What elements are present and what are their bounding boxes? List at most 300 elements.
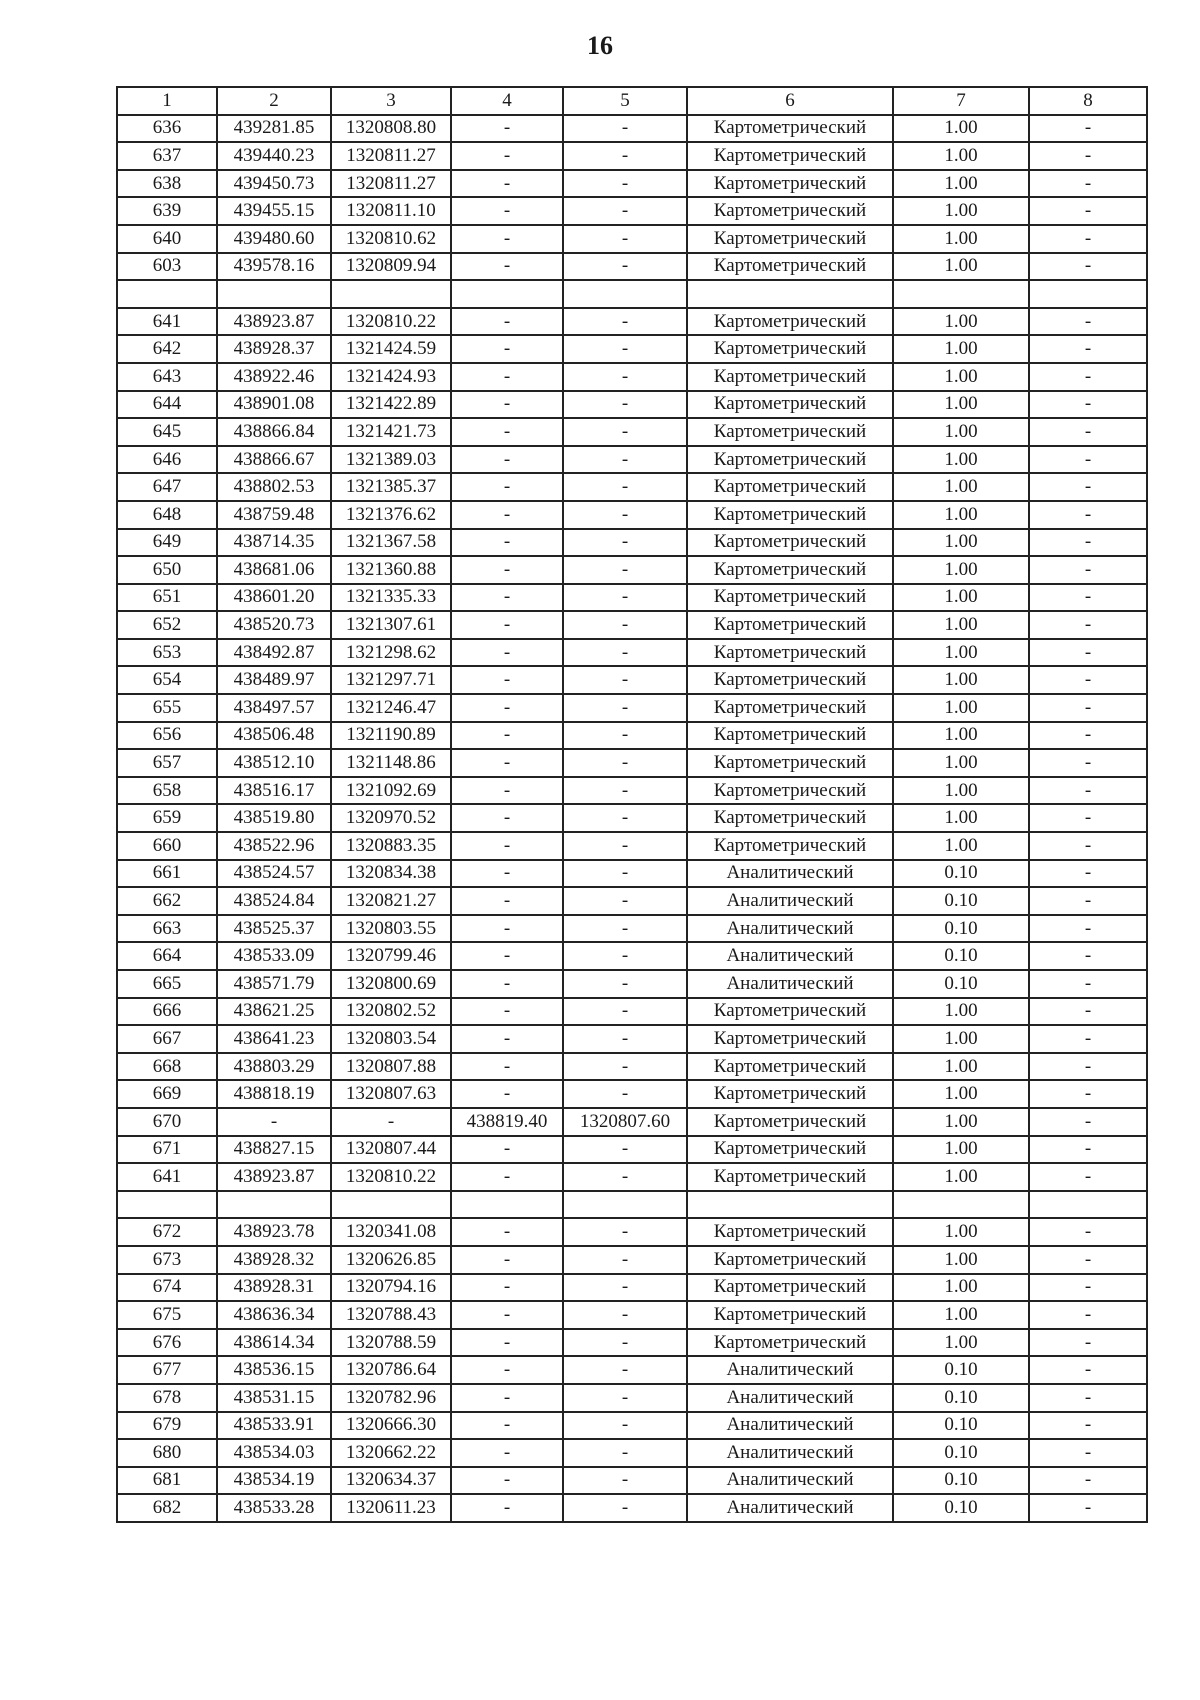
table-cell: - (563, 115, 687, 143)
table-cell: 0.10 (893, 860, 1029, 888)
table-cell: 643 (117, 363, 217, 391)
table-cell: 1.00 (893, 1246, 1029, 1274)
table-cell: 670 (117, 1108, 217, 1136)
table-cell: 1.00 (893, 1053, 1029, 1081)
table-cell: 1.00 (893, 639, 1029, 667)
table-cell: 438681.06 (217, 556, 331, 584)
table-cell: 438534.03 (217, 1439, 331, 1467)
table-cell: - (1029, 1163, 1147, 1191)
table-cell: - (1029, 666, 1147, 694)
table-cell: 1.00 (893, 170, 1029, 198)
table-row (117, 970, 1147, 998)
table-cell: - (451, 1494, 563, 1522)
table-cell: 438516.17 (217, 777, 331, 805)
table-cell: - (563, 694, 687, 722)
table-cell: Аналитический (687, 860, 893, 888)
table-cell: 654 (117, 666, 217, 694)
table-row (117, 115, 1147, 143)
table-cell: 1321422.89 (331, 391, 451, 419)
table-row (117, 142, 1147, 170)
table-cell: 664 (117, 942, 217, 970)
table-cell: 438536.15 (217, 1356, 331, 1384)
table-cell: - (1029, 1301, 1147, 1329)
table-cell: 665 (117, 970, 217, 998)
table-cell: Картометрический (687, 556, 893, 584)
table-cell: 438497.57 (217, 694, 331, 722)
table-row (117, 915, 1147, 943)
table-cell: 656 (117, 722, 217, 750)
table-cell: - (563, 639, 687, 667)
table-row (117, 1439, 1147, 1467)
table-cell: - (563, 1025, 687, 1053)
table-cell: - (1029, 915, 1147, 943)
table-cell: - (1029, 1053, 1147, 1081)
table-row (117, 418, 1147, 446)
table-cell: 0.10 (893, 915, 1029, 943)
table-cell: - (563, 391, 687, 419)
table-cell: 438928.31 (217, 1274, 331, 1302)
table-cell: - (563, 1080, 687, 1108)
table-cell: 1320807.60 (563, 1108, 687, 1136)
table-cell: - (451, 1412, 563, 1440)
table-row (117, 1025, 1147, 1053)
table-cell: - (563, 170, 687, 198)
table-cell: - (451, 1467, 563, 1495)
table-cell: - (1029, 253, 1147, 281)
table-row (117, 391, 1147, 419)
table-row (117, 639, 1147, 667)
table-row (117, 473, 1147, 501)
table-cell: - (451, 887, 563, 915)
table-cell: - (451, 804, 563, 832)
table-cell: - (1029, 998, 1147, 1026)
table-cell: - (1029, 1218, 1147, 1246)
table-cell: - (563, 1356, 687, 1384)
table-row (117, 363, 1147, 391)
table-cell: 666 (117, 998, 217, 1026)
table-cell: - (1029, 749, 1147, 777)
table-cell: Картометрический (687, 418, 893, 446)
table-cell: - (451, 998, 563, 1026)
table-cell: 663 (117, 915, 217, 943)
table-cell: 438923.78 (217, 1218, 331, 1246)
table-cell: 650 (117, 556, 217, 584)
table-cell: - (451, 363, 563, 391)
table-cell: 439578.16 (217, 253, 331, 281)
table-row (117, 446, 1147, 474)
table-cell: 676 (117, 1329, 217, 1357)
table-cell: 1320634.37 (331, 1467, 451, 1495)
table-cell: 438524.57 (217, 860, 331, 888)
table-cell: - (451, 1356, 563, 1384)
table-row (117, 501, 1147, 529)
table-cell: 1320800.69 (331, 970, 451, 998)
table-cell: - (1029, 970, 1147, 998)
table-cell: - (1029, 308, 1147, 336)
table-cell: - (563, 584, 687, 612)
table-cell: 1.00 (893, 832, 1029, 860)
table-cell: Аналитический (687, 1494, 893, 1522)
table-cell: Картометрический (687, 225, 893, 253)
table-row (117, 1053, 1147, 1081)
table-cell: - (1029, 1025, 1147, 1053)
table-cell: Картометрический (687, 1246, 893, 1274)
table-cell: - (563, 915, 687, 943)
table-cell: - (563, 1412, 687, 1440)
table-cell: - (451, 253, 563, 281)
table-cell: 1.00 (893, 749, 1029, 777)
table-cell: 1320809.94 (331, 253, 451, 281)
table-cell: 1321424.59 (331, 335, 451, 363)
table-cell: - (563, 473, 687, 501)
table-cell: 1320802.52 (331, 998, 451, 1026)
table-header-row (117, 87, 1147, 115)
table-cell: - (563, 1329, 687, 1357)
table-cell: 679 (117, 1412, 217, 1440)
table-cell: - (1029, 639, 1147, 667)
table-cell: - (451, 418, 563, 446)
table-cell: 438533.09 (217, 942, 331, 970)
table-cell: Картометрический (687, 446, 893, 474)
table-cell: 1320341.08 (331, 1218, 451, 1246)
table-cell: - (451, 1218, 563, 1246)
table-cell: - (1029, 1136, 1147, 1164)
table-cell (217, 1191, 331, 1219)
table-cell: - (451, 1136, 563, 1164)
table-cell: - (451, 1246, 563, 1274)
table-cell: 438923.87 (217, 308, 331, 336)
table-cell: 1.00 (893, 418, 1029, 446)
table-cell: 0.10 (893, 1356, 1029, 1384)
table-cell: - (1029, 225, 1147, 253)
table-cell: Картометрический (687, 529, 893, 557)
table-cell: - (563, 998, 687, 1026)
table-separator-row (117, 280, 1147, 308)
table-cell: - (451, 391, 563, 419)
table-cell (331, 1191, 451, 1219)
table-cell: Картометрический (687, 391, 893, 419)
table-cell: 1320834.38 (331, 860, 451, 888)
table-cell: 438534.19 (217, 1467, 331, 1495)
table-cell: 675 (117, 1301, 217, 1329)
table-cell: 438524.84 (217, 887, 331, 915)
table-cell: 1320811.27 (331, 142, 451, 170)
column-header: 7 (893, 87, 1029, 115)
table-cell: 438533.91 (217, 1412, 331, 1440)
table-cell: - (451, 115, 563, 143)
table-cell: 1.00 (893, 584, 1029, 612)
table-cell: 1.00 (893, 611, 1029, 639)
table-row (117, 777, 1147, 805)
table-row (117, 694, 1147, 722)
table-cell: - (563, 363, 687, 391)
table-cell: Картометрический (687, 253, 893, 281)
table-row (117, 556, 1147, 584)
table-cell: 438506.48 (217, 722, 331, 750)
table-row (117, 584, 1147, 612)
table-cell: 646 (117, 446, 217, 474)
table-cell: 438641.23 (217, 1025, 331, 1053)
table-cell: - (563, 1494, 687, 1522)
table-cell: 1320611.23 (331, 1494, 451, 1522)
table-cell: 1320811.27 (331, 170, 451, 198)
table-cell: 1.00 (893, 1218, 1029, 1246)
table-cell: - (1029, 473, 1147, 501)
table-cell: 659 (117, 804, 217, 832)
table-row (117, 887, 1147, 915)
column-header: 5 (563, 87, 687, 115)
table-cell: Картометрический (687, 1108, 893, 1136)
table-cell: 1.00 (893, 1136, 1029, 1164)
table-cell: 680 (117, 1439, 217, 1467)
table-row (117, 1218, 1147, 1246)
table-body (117, 115, 1147, 1522)
table-cell: 438802.53 (217, 473, 331, 501)
table-cell: Аналитический (687, 915, 893, 943)
table-cell (451, 280, 563, 308)
table-cell: 0.10 (893, 887, 1029, 915)
table-cell: - (563, 1274, 687, 1302)
table-cell: Аналитический (687, 970, 893, 998)
table-cell: - (563, 860, 687, 888)
table-cell: - (1029, 197, 1147, 225)
table-cell: 1320626.85 (331, 1246, 451, 1274)
table-cell: - (451, 639, 563, 667)
table-cell: - (1029, 694, 1147, 722)
table-cell: - (1029, 722, 1147, 750)
table-cell (687, 1191, 893, 1219)
table-cell: - (451, 142, 563, 170)
table-cell: 0.10 (893, 1467, 1029, 1495)
table-cell: 1320807.44 (331, 1136, 451, 1164)
table-cell: - (1029, 1384, 1147, 1412)
table-cell: - (563, 804, 687, 832)
table-cell: 1320794.16 (331, 1274, 451, 1302)
column-header: 1 (117, 87, 217, 115)
table-cell: - (451, 777, 563, 805)
table-cell: 1320662.22 (331, 1439, 451, 1467)
table-cell: 438533.28 (217, 1494, 331, 1522)
table-cell: - (1029, 1080, 1147, 1108)
table-cell: - (563, 832, 687, 860)
table-cell: - (1029, 1494, 1147, 1522)
table-cell (893, 1191, 1029, 1219)
table-cell: - (1029, 446, 1147, 474)
table-cell: Аналитический (687, 942, 893, 970)
table-cell: - (451, 225, 563, 253)
table-cell: - (451, 308, 563, 336)
table-cell: - (563, 1163, 687, 1191)
table-cell: Картометрический (687, 1053, 893, 1081)
table-cell (451, 1191, 563, 1219)
table-cell: 438901.08 (217, 391, 331, 419)
table-cell: - (563, 446, 687, 474)
table-cell: Картометрический (687, 501, 893, 529)
table-cell: - (451, 473, 563, 501)
table-cell: Картометрический (687, 804, 893, 832)
table-cell: - (1029, 942, 1147, 970)
table-cell: 438714.35 (217, 529, 331, 557)
table-cell: 1321335.33 (331, 584, 451, 612)
column-header: 8 (1029, 87, 1147, 115)
table-cell: 1.00 (893, 253, 1029, 281)
table-cell: 438819.40 (451, 1108, 563, 1136)
table-cell: 1.00 (893, 998, 1029, 1026)
table-cell: - (217, 1108, 331, 1136)
table-cell: 661 (117, 860, 217, 888)
table-cell: - (451, 970, 563, 998)
table-cell: - (1029, 611, 1147, 639)
table-row (117, 722, 1147, 750)
table-cell: 677 (117, 1356, 217, 1384)
table-cell: 0.10 (893, 1439, 1029, 1467)
table-cell: 438928.32 (217, 1246, 331, 1274)
table-cell (117, 280, 217, 308)
table-cell: - (563, 887, 687, 915)
table-cell: Картометрический (687, 473, 893, 501)
table-cell: - (563, 1053, 687, 1081)
table-cell: - (451, 832, 563, 860)
table-cell: - (563, 1246, 687, 1274)
table-cell: 438614.34 (217, 1329, 331, 1357)
column-header: 6 (687, 87, 893, 115)
table-cell: 681 (117, 1467, 217, 1495)
table-cell: Картометрический (687, 1136, 893, 1164)
table-cell: Картометрический (687, 584, 893, 612)
table-cell: - (1029, 777, 1147, 805)
table-row (117, 1329, 1147, 1357)
table-cell: 638 (117, 170, 217, 198)
table-cell: Картометрический (687, 749, 893, 777)
table-cell: - (563, 970, 687, 998)
table-cell: - (451, 1439, 563, 1467)
table-cell: 1320810.22 (331, 1163, 451, 1191)
table-cell: 439440.23 (217, 142, 331, 170)
table-cell: 1320803.54 (331, 1025, 451, 1053)
table-cell: 1.00 (893, 529, 1029, 557)
table-cell: - (451, 1274, 563, 1302)
table-separator-row (117, 1191, 1147, 1219)
table-cell: 1320811.10 (331, 197, 451, 225)
table-row (117, 749, 1147, 777)
table-cell: 642 (117, 335, 217, 363)
table-cell: 636 (117, 115, 217, 143)
table-cell (687, 280, 893, 308)
table-cell: - (1029, 1246, 1147, 1274)
table-cell: - (451, 942, 563, 970)
table-cell: - (451, 501, 563, 529)
table-cell: - (563, 666, 687, 694)
table-cell: - (1029, 529, 1147, 557)
table-cell: - (563, 253, 687, 281)
table-row (117, 170, 1147, 198)
table-cell: Картометрический (687, 832, 893, 860)
table-cell: 1320788.43 (331, 1301, 451, 1329)
table-cell: Аналитический (687, 1384, 893, 1412)
table-cell: 1320799.46 (331, 942, 451, 970)
table-cell: 1.00 (893, 197, 1029, 225)
table-cell: - (451, 584, 563, 612)
table-cell: 438827.15 (217, 1136, 331, 1164)
table-cell: - (1029, 832, 1147, 860)
table-cell: 1.00 (893, 1163, 1029, 1191)
table-cell: 1321424.93 (331, 363, 451, 391)
table-cell: 637 (117, 142, 217, 170)
column-header: 3 (331, 87, 451, 115)
page-number: 16 (587, 31, 613, 60)
table-cell: 1.00 (893, 391, 1029, 419)
table-cell: - (563, 749, 687, 777)
table-cell: 438621.25 (217, 998, 331, 1026)
table-cell: 438601.20 (217, 584, 331, 612)
table-cell: 1.00 (893, 1301, 1029, 1329)
table-row (117, 1384, 1147, 1412)
table-cell: - (451, 1163, 563, 1191)
table-cell: - (563, 556, 687, 584)
table-cell (893, 280, 1029, 308)
table-cell: - (451, 694, 563, 722)
table-cell: - (563, 777, 687, 805)
table-cell (563, 280, 687, 308)
table-cell: 1.00 (893, 335, 1029, 363)
table-cell: 1321246.47 (331, 694, 451, 722)
table-cell: Картометрический (687, 1329, 893, 1357)
table-cell: 439450.73 (217, 170, 331, 198)
table-cell: - (451, 611, 563, 639)
table-cell: 655 (117, 694, 217, 722)
table-cell: 1320807.88 (331, 1053, 451, 1081)
table-cell: - (1029, 391, 1147, 419)
table-cell: - (563, 1439, 687, 1467)
table-row (117, 253, 1147, 281)
table-cell: - (563, 225, 687, 253)
table-cell: 438803.29 (217, 1053, 331, 1081)
table-cell: 1320810.62 (331, 225, 451, 253)
table-row (117, 1494, 1147, 1522)
table-row (117, 1246, 1147, 1274)
table-cell: - (563, 335, 687, 363)
table-cell: - (451, 335, 563, 363)
table-row (117, 197, 1147, 225)
table-cell: - (451, 722, 563, 750)
table-row (117, 804, 1147, 832)
table-cell: 438818.19 (217, 1080, 331, 1108)
table-cell: - (563, 1218, 687, 1246)
table-cell: 671 (117, 1136, 217, 1164)
table-row (117, 1412, 1147, 1440)
table-cell: - (1029, 1467, 1147, 1495)
table-cell: - (1029, 860, 1147, 888)
table-cell: - (1029, 1274, 1147, 1302)
table-cell: 644 (117, 391, 217, 419)
table-cell: - (563, 1301, 687, 1329)
table-cell: - (451, 1080, 563, 1108)
table-cell: 673 (117, 1246, 217, 1274)
table-cell: - (451, 529, 563, 557)
table-cell: - (563, 197, 687, 225)
table-cell: - (451, 666, 563, 694)
table-cell: 0.10 (893, 1412, 1029, 1440)
table-row (117, 1356, 1147, 1384)
table-cell: 438519.80 (217, 804, 331, 832)
table-cell: 1321389.03 (331, 446, 451, 474)
table-cell: 1320821.27 (331, 887, 451, 915)
table-cell: 1320883.35 (331, 832, 451, 860)
table-cell: Картометрический (687, 998, 893, 1026)
table-cell: 1321385.37 (331, 473, 451, 501)
table-cell: Картометрический (687, 115, 893, 143)
table-row (117, 1163, 1147, 1191)
